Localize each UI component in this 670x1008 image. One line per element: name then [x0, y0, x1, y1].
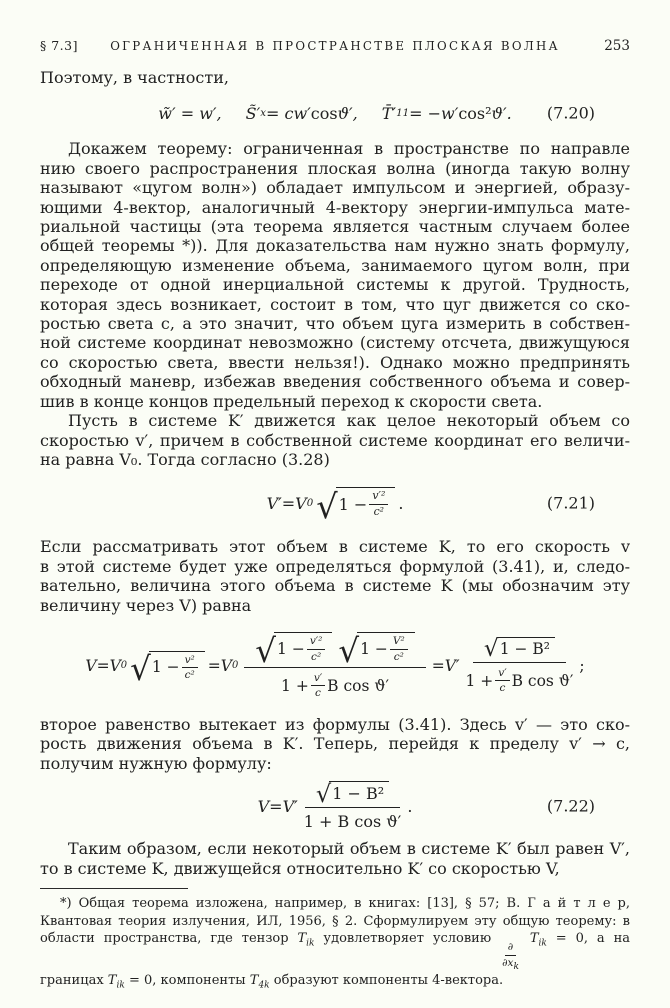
fraction — [495, 667, 509, 695]
paragraph-volume — [40, 411, 630, 469]
cos-operator: cos — [310, 103, 338, 123]
denominator: c² — [311, 650, 322, 663]
equals-sign: = — [281, 493, 296, 513]
text-line: ростью света c, а это значит, что объем цуга измерить в собствен- — [40, 314, 630, 334]
denominator: c — [315, 687, 321, 700]
equals-sign: = — [96, 656, 110, 675]
radicand — [336, 487, 396, 519]
tensor-symbol: T — [249, 973, 259, 989]
math-term: ∂x — [502, 956, 514, 969]
equation-body — [158, 104, 511, 123]
numerator: V² — [390, 635, 408, 649]
paragraph-consider — [40, 537, 630, 615]
denominator — [502, 956, 519, 973]
subscript: ik — [116, 980, 125, 991]
math-term: T̄′ — [381, 103, 397, 123]
subscript: x — [260, 107, 266, 120]
denominator: c — [499, 682, 506, 695]
text-line: второе равенство вытекает из формулы (3.41). Здесь v′ — это ско- — [40, 714, 630, 734]
subscript: 0 — [120, 660, 128, 672]
text-line: ной системе координат невозможно (систему отсчета, движущуюся — [40, 333, 630, 353]
math-term: 1 + — [465, 671, 494, 690]
chapter-title: ОГРАНИЧЕННАЯ В ПРОСТРАНСТВЕ ПЛОСКАЯ ВОЛНА — [110, 39, 560, 53]
text-line: в этой системе будет уже определяться формулой (3.41), и, следо- — [40, 556, 630, 576]
radicand — [329, 781, 389, 803]
big-fraction — [304, 781, 402, 831]
square-root — [315, 779, 389, 808]
math-term: V′ — [266, 493, 282, 513]
equals-sign: = — [431, 656, 445, 675]
text-line: Докажем теорему: ограниченная в пространстве по направле — [68, 139, 630, 159]
denominator — [465, 663, 573, 695]
radicand — [357, 632, 415, 663]
radical-icon: √ — [316, 486, 338, 526]
square-root — [483, 635, 555, 663]
equation-number: (7.21) — [546, 493, 595, 513]
equals-sign: = — [269, 796, 283, 816]
fraction — [182, 654, 198, 682]
paragraph-second-equality — [40, 715, 630, 773]
numerator — [473, 637, 566, 663]
text-line: со скоростью света, ввести нельзя!). Однако можно предпринять — [40, 352, 630, 372]
equation-number: (7.22) — [546, 796, 595, 816]
text-line: общей теоремы *)). Для доказательства нам нужно знать формулу, — [40, 236, 630, 256]
text-line: переходе от одной инерциальной системы к другой. Трудность, — [40, 275, 630, 295]
math-term: V — [295, 493, 307, 513]
math-term: w̃′ = w′, — [158, 103, 222, 123]
math-term: 1 − — [151, 658, 180, 677]
equation-body — [258, 781, 413, 831]
big-fraction — [244, 632, 425, 700]
math-term: V′ — [282, 796, 298, 816]
subscript: 0 — [231, 660, 239, 672]
footnote-text: образуют компоненты 4-вектора. — [269, 973, 504, 989]
text-line: вательно, величина этого объема в системе K (мы обозначим эту — [40, 576, 630, 596]
math-term: = −w′ — [409, 103, 459, 123]
footnote-text: удовлетворяет условию — [314, 931, 501, 947]
paragraph-thus — [40, 839, 630, 878]
text-line: Если рассматривать этот объем в системе K, то его скорость v — [40, 537, 630, 557]
numerator: v′ — [495, 667, 509, 681]
math-term: V — [220, 656, 232, 675]
paragraph-theorem — [40, 139, 630, 411]
denominator: c² — [373, 505, 385, 519]
radicand — [497, 637, 555, 658]
footnote — [40, 895, 630, 995]
square-root — [338, 631, 414, 670]
footnote-rule — [40, 888, 188, 889]
fraction — [390, 635, 408, 663]
radicand — [149, 651, 205, 682]
math-term: V′ — [444, 656, 460, 675]
page-header — [40, 38, 630, 54]
text-line: на равна V₀. Тогда согласно (3.28) — [40, 449, 330, 469]
text-line: определяющую изменение объема, занимаемого цугом волн, при — [40, 255, 630, 275]
equation-7-22 — [40, 779, 630, 832]
math-term: В cos ϑ′ — [327, 676, 389, 695]
radicand — [274, 632, 332, 663]
text-line: рость движения объема в K′. Теперь, перейдя к пределу v′ → c, — [40, 734, 630, 754]
math-term: ϑ′. — [491, 103, 512, 123]
numerator: v′² — [307, 635, 326, 649]
partial-derivative-fraction — [502, 941, 519, 972]
math-term: V — [85, 656, 97, 675]
footnote-text: = 0, а на границах — [40, 931, 630, 989]
denominator — [281, 668, 389, 700]
math-term: 1 + В cos ϑ′ — [303, 812, 402, 832]
text-line: риальной частицы (эта теорема является частным случаем более — [40, 217, 630, 237]
numerator: v² — [182, 654, 198, 668]
tensor-symbol: T — [297, 931, 307, 947]
footnote-text: *) Общая теорема изложена, например, в книгах: [13], § 57; В. Г а й т л е р, Квантовая теория излучения, ИЛ, 1956, § 2. Сформулируем эту общую теорему: в области пространства, где тензор — [40, 895, 630, 947]
math-term: 1 − — [360, 640, 388, 658]
subscript: ik — [306, 938, 315, 949]
math-term: S̃′ — [245, 103, 261, 123]
text-line: обходный маневр, избежав введения собственного объема и совер- — [40, 372, 630, 392]
text-line: Пусть в системе K′ движется как целое некоторый объем со — [68, 411, 630, 431]
equation-body — [85, 632, 584, 700]
subscript: 11 — [396, 107, 410, 120]
equals-sign: = — [207, 656, 221, 675]
denominator — [304, 808, 402, 831]
math-term: ϑ′, — [337, 103, 358, 123]
period: . — [407, 796, 413, 816]
tensor-symbol: T — [107, 973, 117, 989]
numerator: v′ — [311, 672, 325, 686]
subscript: 4k — [258, 980, 270, 991]
math-term: В cos ϑ′ — [511, 671, 574, 690]
tensor-symbol: T — [529, 931, 539, 947]
fraction — [369, 490, 388, 519]
math-term: 1 − — [277, 640, 305, 658]
page-number: 253 — [604, 38, 630, 54]
math-term: 1 − В² — [332, 784, 385, 804]
numerator — [244, 632, 425, 668]
cos-operator: cos² — [458, 103, 492, 123]
subscript: ik — [538, 938, 547, 949]
text-line: величину через V) равна — [40, 595, 252, 615]
radical-icon: √ — [130, 650, 151, 688]
math-term: 1 − — [338, 495, 368, 515]
text-line: шив в конце концов предельный переход к скорости света. — [40, 391, 543, 411]
math-term: V — [257, 796, 270, 816]
numerator: v′² — [369, 490, 388, 505]
radical-icon: √ — [483, 635, 499, 663]
math-term: 1 + — [281, 676, 309, 695]
numerator: ∂ — [505, 941, 516, 955]
text-line: Таким образом, если некоторый объем в системе K′ был равен V′, — [68, 839, 630, 859]
square-root — [130, 650, 205, 688]
text-line: то в системе K, движущейся относительно K′ со скоростью V, — [40, 858, 560, 878]
equation-number: (7.20) — [546, 103, 595, 123]
radical-icon: √ — [338, 631, 360, 670]
square-root — [316, 486, 395, 526]
text-line: скоростью v′, причем в собственной системе координат его величи- — [40, 430, 630, 450]
big-fraction — [465, 637, 573, 695]
text-line: которая здесь возникает, состоит в том, что цуг движется со ско- — [40, 294, 630, 314]
square-root — [255, 631, 332, 670]
math-term: 1 − В² — [499, 640, 550, 658]
equation-7-20 — [40, 99, 630, 127]
math-term: = cw′ — [266, 103, 311, 123]
subscript: k — [513, 961, 519, 972]
fraction — [311, 672, 325, 700]
text-line: получим нужную формулу: — [40, 753, 272, 773]
equation-7-21 — [40, 479, 630, 527]
denominator: c² — [184, 668, 195, 681]
text-line: называют «цугом волн») обладает импульсом и энергией, образу- — [40, 178, 630, 198]
footnote-text: = 0, компоненты — [124, 973, 250, 989]
fraction — [307, 635, 326, 663]
numerator — [305, 781, 400, 808]
denominator: c² — [393, 650, 404, 663]
section-label: § 7.3] — [40, 38, 78, 53]
semicolon: ; — [579, 656, 585, 675]
paragraph-intro: Поэтому, в частности, — [40, 68, 229, 87]
math-term: V — [109, 656, 121, 675]
radical-icon: √ — [255, 631, 277, 670]
period: . — [398, 493, 404, 513]
radical-icon: √ — [315, 779, 332, 808]
equation-body — [266, 486, 404, 526]
text-line: нию своего распространения плоская волна (иногда такую волну — [40, 158, 630, 178]
text-line: ющими 4-вектор, аналогичный 4-вектору энергии-импульса мате- — [40, 197, 630, 217]
equation-volume-transform — [40, 623, 630, 709]
subscript: 0 — [306, 497, 314, 510]
